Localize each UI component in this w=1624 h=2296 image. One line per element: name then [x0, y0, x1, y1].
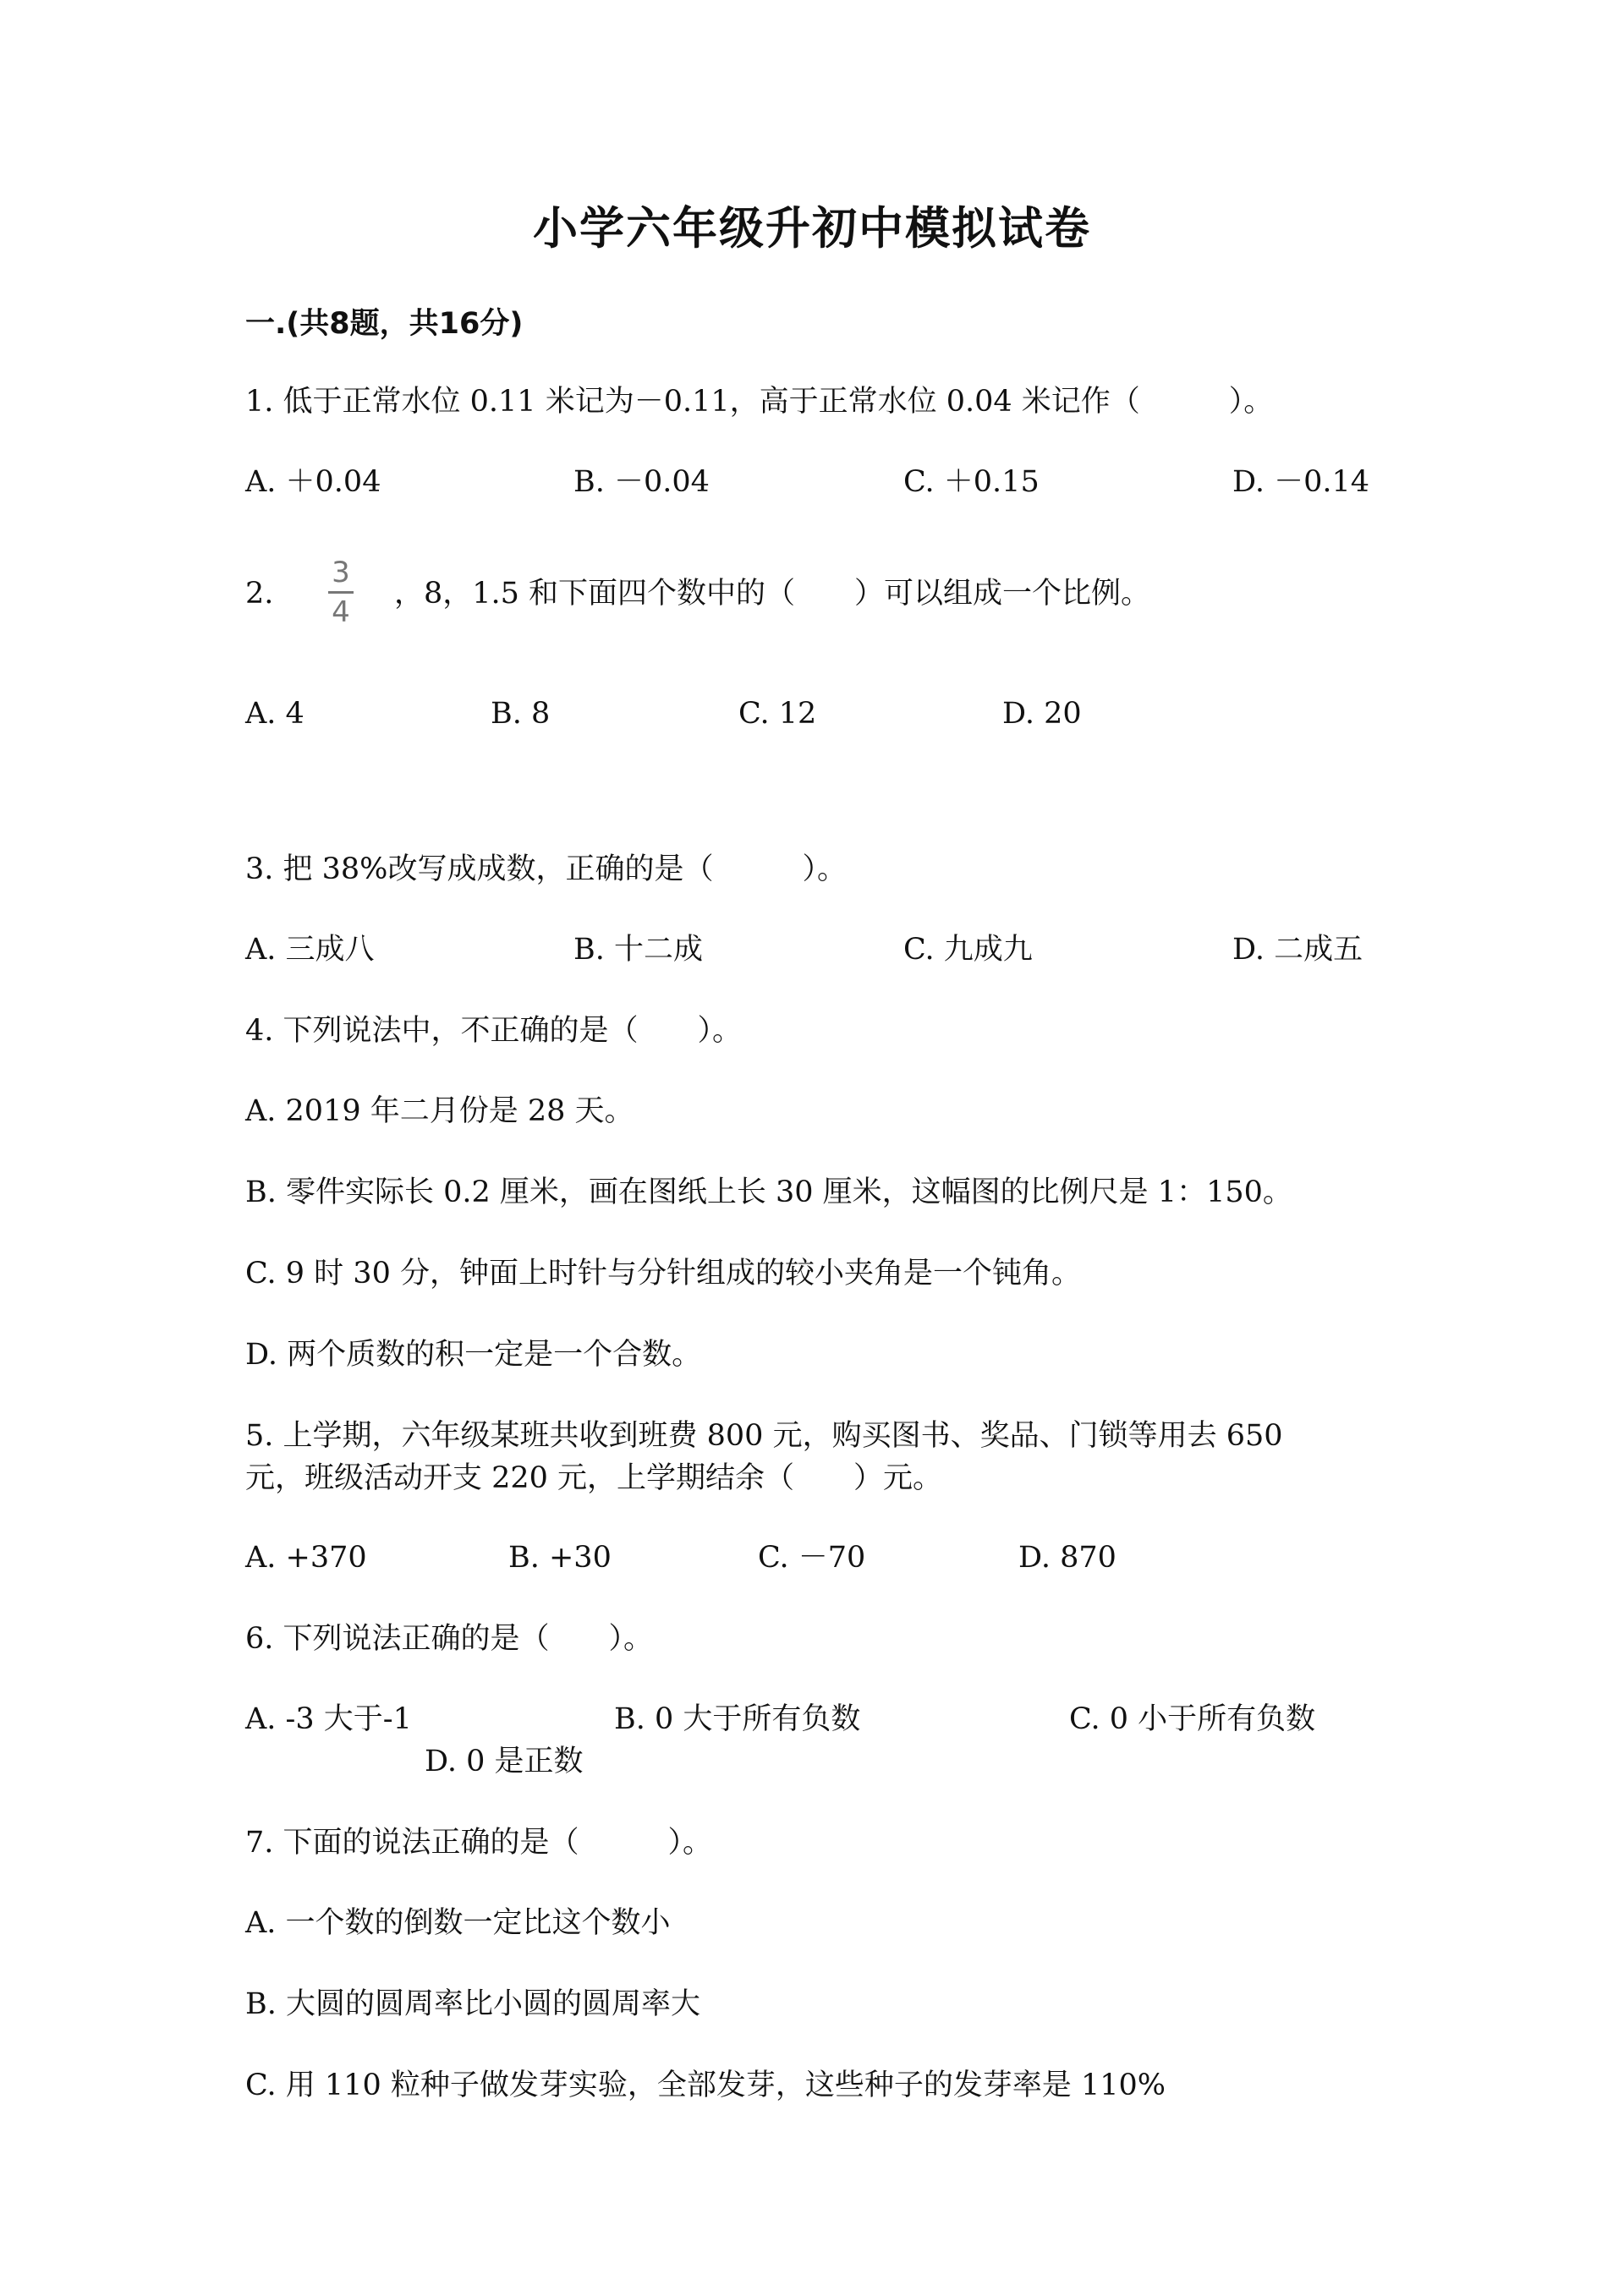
question-2-number: 2. [245, 577, 274, 611]
question-7-stem: 7. 下面的说法正确的是（ ）。 [245, 1826, 713, 1860]
question-5-option-c: C. －70 [758, 1541, 866, 1575]
question-6-option-c: C. 0 小于所有负数 [1069, 1702, 1316, 1736]
question-4-option-d: D. 两个质数的积一定是一个合数。 [245, 1338, 702, 1372]
question-2-option-c: C. 12 [738, 697, 817, 731]
question-3-option-a: A. 三成八 [245, 933, 375, 967]
question-3-option-d: D. 二成五 [1232, 933, 1363, 967]
question-2-option-a: A. 4 [245, 697, 304, 731]
section-heading: 一.(共8题，共16分) [245, 307, 524, 341]
fraction-bar [328, 591, 354, 594]
question-7-option-c: C. 用 110 粒种子做发芽实验，全部发芽，这些种子的发芽率是 110% [245, 2069, 1166, 2102]
question-4-option-a: A. 2019 年二月份是 28 天。 [245, 1094, 634, 1128]
question-5-option-b: B. +30 [508, 1541, 612, 1575]
question-2-option-b: B. 8 [491, 697, 551, 731]
question-3-stem: 3. 把 38%改写成成数，正确的是（ ）。 [245, 852, 847, 886]
question-2-fraction [328, 558, 354, 627]
question-6-option-a: A. -3 大于-1 [245, 1702, 412, 1736]
question-2-stem: ，8，1.5 和下面四个数中的（ ）可以组成一个比例。 [394, 577, 1151, 611]
question-1-stem: 1. 低于正常水位 0.11 米记为－0.11，高于正常水位 0.04 米记作（ ）。 [245, 385, 1274, 419]
question-1-option-a: A. ＋0.04 [245, 465, 381, 499]
question-6-option-d: D. 0 是正数 [425, 1745, 584, 1778]
question-4-stem: 4. 下列说法中，不正确的是（ ）。 [245, 1014, 743, 1048]
question-6-option-b: B. 0 大于所有负数 [614, 1702, 861, 1736]
question-1-option-c: C. ＋0.15 [903, 465, 1040, 499]
question-1-option-d: D. －0.14 [1232, 465, 1369, 499]
question-4-option-b: B. 零件实际长 0.2 厘米，画在图纸上长 30 厘米，这幅图的比例尺是 1：150。 [245, 1175, 1292, 1209]
question-5-option-a: A. +370 [245, 1541, 367, 1575]
fraction-denominator: 4 [332, 595, 350, 629]
question-3-option-c: C. 九成九 [903, 933, 1033, 967]
question-5-stem-line-1: 5. 上学期，六年级某班共收到班费 800 元，购买图书、奖品、门锁等用去 650 [245, 1419, 1283, 1453]
fraction-numerator: 3 [332, 556, 350, 589]
question-5-option-d: D. 870 [1018, 1541, 1116, 1575]
question-7-option-b: B. 大圆的圆周率比小圆的圆周率大 [245, 1987, 700, 2021]
question-2-option-d: D. 20 [1002, 697, 1082, 731]
question-7-option-a: A. 一个数的倒数一定比这个数小 [245, 1906, 671, 1940]
question-4-option-c: C. 9 时 30 分，钟面上时针与分针组成的较小夹角是一个钝角。 [245, 1257, 1081, 1290]
question-5-stem-line-2: 元，班级活动开支 220 元，上学期结余（ ）元。 [245, 1461, 943, 1495]
question-3-option-b: B. 十二成 [573, 933, 703, 967]
page-title: 小学六年级升初中模拟试卷 [533, 202, 1091, 255]
question-1-option-b: B. －0.04 [573, 465, 710, 499]
question-6-stem: 6. 下列说法正确的是（ ）。 [245, 1622, 654, 1656]
